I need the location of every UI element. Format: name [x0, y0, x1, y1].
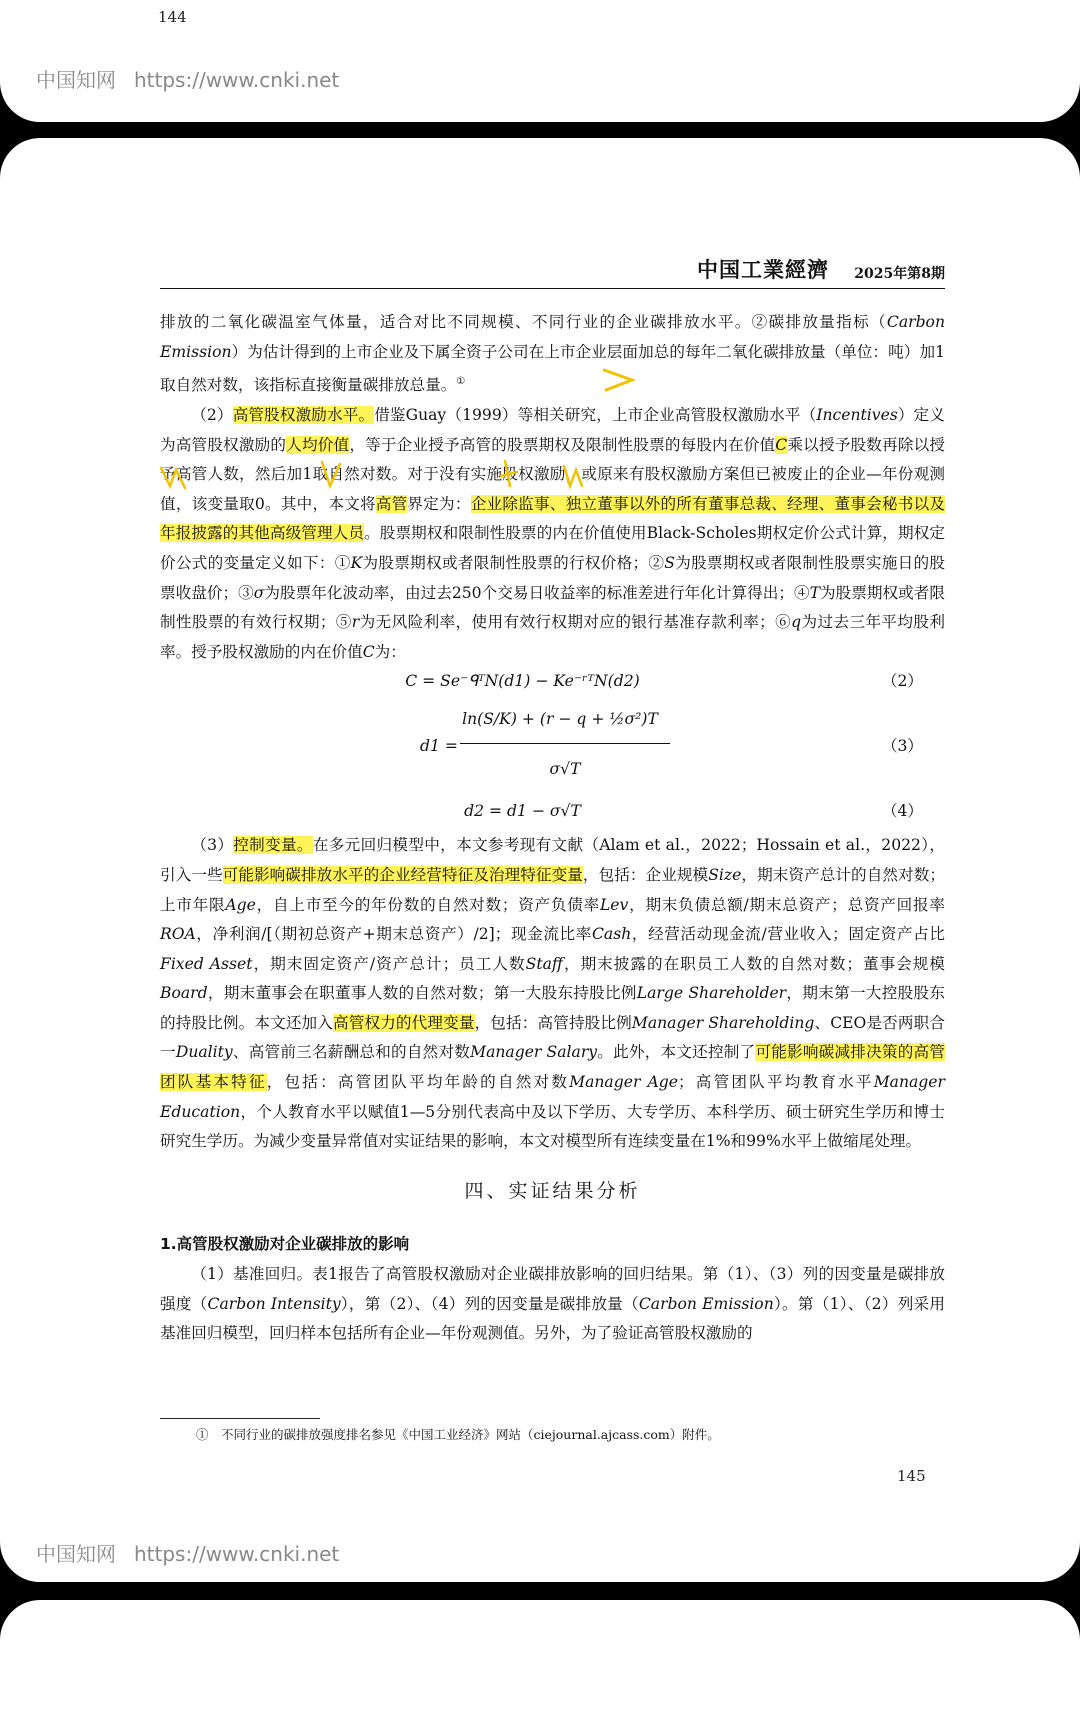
paragraph-incentives: （2）高管股权激励水平。借鉴Guay（1999）等相关研究，上市企业高管股权激励水平（Incentives）定义为高管股权激励的人均价值，等于企业授予高管的股票期权及限制性股票的每股内在价值C乘以授予股数再除以授予高管人数，然后加1取自然对数。对于没有实施股权激励，或原来有股权激励方案但已被废止的企业—年份观测值，该变量取0。其中，本文将高管界定为：企业除监事、独立董事以外的所有董事总裁、经理、董事会秘书以及年报披露的其他高级管理人员。股票期权和限制性股票的内在价值使用Black-Scholes期权定价公式计算，期权定价公式的变量定义如下：①K为股票期权或者限制性股票的行权价格；②S为股票期权或者限制性股票实施日的股票收盘价；③σ为股票年化波动率，由过去250个交易日收益率的标准差进行年化计算得出；④T为股票期权或者限制性股票的有效行权期；⑤r为无风险利率，使用有效行权期对应的银行基准存款利率；⑥q为过去三年平均股利率。授予股权激励的内在价值C为：: [160, 405, 945, 661]
paragraph-baseline: （1）基准回归。表1报告了高管股权激励对企业碳排放影响的回归结果。第（1）、（3）列的因变量是碳排放强度（Carbon Intensity），第（2）、（4）列的因变量是碳排放量（Carbon Emission）。第（1）、（2）列采用基准回归模型，回归样本包括所有企业—年份观测值。另外，为了验证高管股权激励的: [160, 1265, 945, 1343]
equation-3: d1 = ln(S/K) + (r − q + ½σ²)T σ√T （3）: [160, 697, 945, 797]
journal-issue: 2025年第8期: [854, 266, 945, 282]
equation-number: （4）: [881, 802, 923, 821]
footnote-ref[interactable]: ①: [456, 376, 466, 388]
highlight: 高管股权激励水平。: [232, 405, 375, 424]
section-title: 四、实证结果分析: [464, 1179, 641, 1202]
paragraph-controls: （3）控制变量。在多元回归模型中，本文参考现有文献（Alam et al.，2022；Hossain et al.，2022），引入一些可能影响碳排放水平的企业经营特征及治理特征变量，包括：企业规模Size，期末资产总计的自然对数；上市年限Age，自上市至今的年份数的自然对数；资产负债率Lev，期末负债总额/期末总资产；总资产回报率ROA，净利润/[（期初总资产+期末总资产）/2]；现金流比率Cash，经营活动现金流/营业收入；固定资产占比Fixed Asset，期末固定资产/资产总计；员工人数Staff，期末披露的在职员工人数的自然对数；董事会规模Board，期末董事会在职董事人数的自然对数；第一大股东持股比例Large Shareholder，期末第一大控股股东的持股比例。本文还加入高管权力的代理变量，包括：高管持股比例Manager Shareholding、CEO是否两职合一Duality、高管前三名薪酬总和的自然对数Manager Salary。此外，本文还控制了可能影响碳减排决策的高管团队基本特征，包括：高管团队平均年龄的自然对数Manager Age；高管团队平均教育水平Manager Education，个人教育水平以赋值1—5分别代表高中及以下学历、大专学历、本科学历、硕士研究生学历和博士研究生学历。为减少变量异常值对实证结果的影响，本文对模型所有连续变量在1%和99%水平上做缩尾处理。: [160, 836, 945, 1151]
cnki-watermark-top: [36, 64, 339, 93]
fraction-numerator: ln(S/K) + (r − q + ½σ²)T: [462, 710, 658, 729]
cnki-watermark-bottom: [36, 1538, 339, 1567]
paragraph-emission: 排放的二氧化碳温室气体量，适合对比不同规模、不同行业的企业碳排放水平。②碳排放量指标（Carbon Emission）为估计得到的上市企业及下属全资子公司在上市企业层面加总的每年二氧化碳排放量（单位：吨）加1取自然对数，该指标直接衡量碳排放总量。①: [160, 313, 945, 395]
journal-title: 中国工業經濟: [697, 258, 829, 282]
highlight: 人均价值: [286, 435, 350, 454]
highlight: 高管: [375, 494, 408, 513]
subsection-title: 1.高管股权激励对企业碳排放的影响: [160, 1235, 410, 1254]
page-number: 145: [897, 1467, 926, 1485]
article-body: [160, 308, 945, 1349]
highlight: 可能影响碳减排决策的高管团队基本特征: [160, 1043, 945, 1092]
equation-2: C = Se⁻ᑫᵀN(d1) − Ke⁻ʳᵀN(d2) （2）: [160, 667, 945, 697]
highlight: 企业除监事、独立董事以外的所有董事总裁、经理、董事会秘书以及年报披露的其他高级管理人员: [160, 494, 945, 543]
highlight: 控制变量。: [233, 836, 313, 855]
watermark-site: 中国知网: [36, 68, 116, 92]
equation-number: （3）: [881, 737, 923, 756]
previous-page-number: 144: [158, 8, 187, 26]
watermark-site: 中国知网: [36, 1542, 116, 1566]
fraction-denominator: σ√T: [549, 760, 581, 779]
watermark-url[interactable]: https://www.cnki.net: [134, 1542, 340, 1566]
highlight: 可能影响碳排放水平的企业经营特征及治理特征变量: [222, 865, 583, 884]
watermark-url[interactable]: https://www.cnki.net: [134, 68, 340, 92]
footnote-rule: [160, 1418, 320, 1419]
bottom-page-fragment: [0, 1600, 1080, 1728]
journal-header: [160, 258, 945, 289]
top-page-fragment: [0, 0, 1080, 122]
equation-number: （2）: [881, 672, 923, 691]
highlight: 高管权力的代理变量: [333, 1013, 475, 1032]
equation-4: d2 = d1 − σ√T （4）: [160, 797, 945, 827]
footnote: ① 不同行业的碳排放强度排名参见《中国工业经济》网站（ciejournal.ajcass.com）附件。: [196, 1427, 720, 1442]
fraction-bar: [460, 743, 670, 744]
